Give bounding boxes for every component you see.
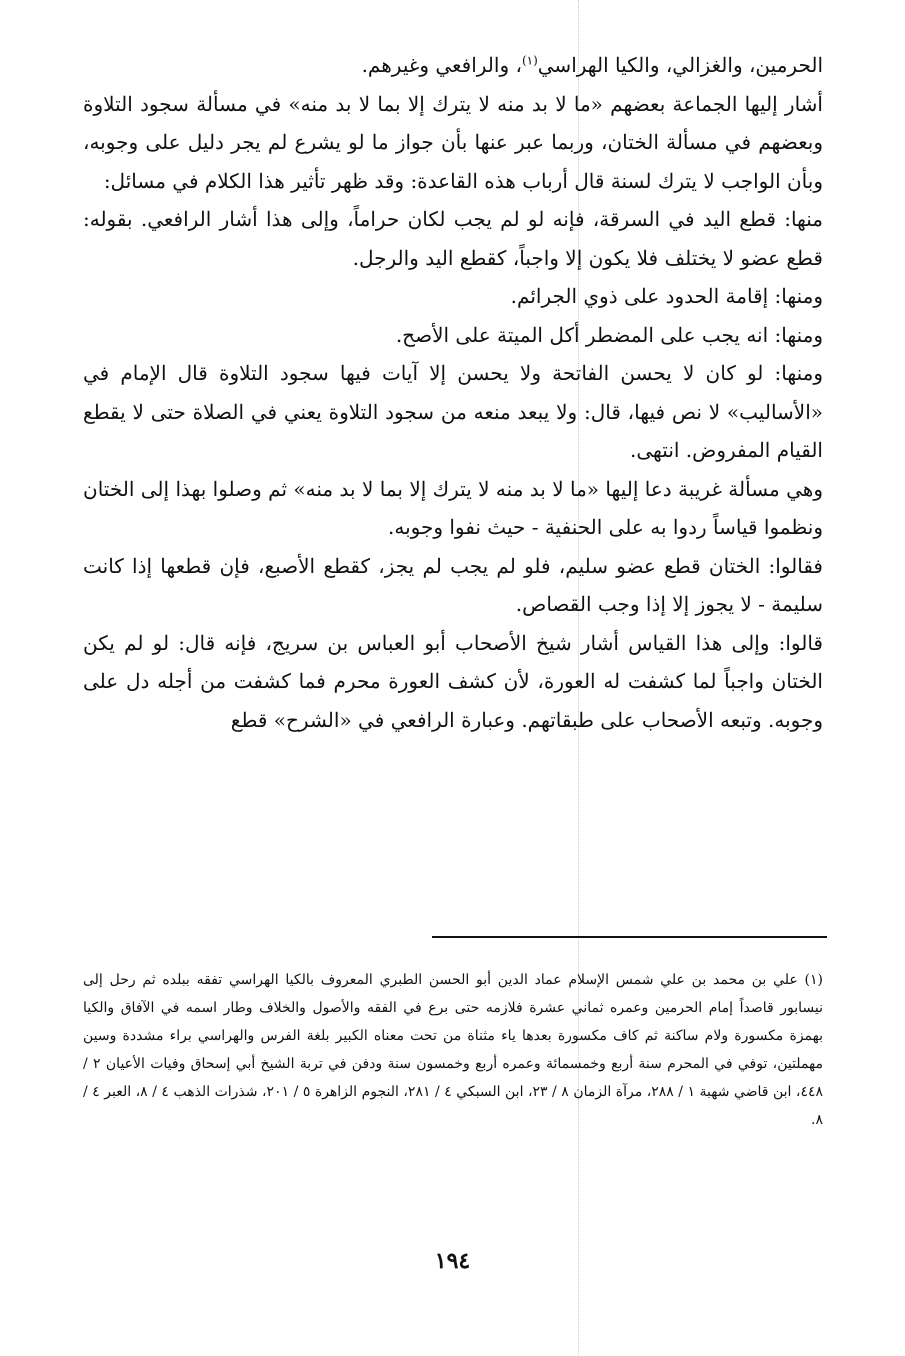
paragraph: وهي مسألة غريبة دعا إليها «ما لا بد منه لا يترك إلا بما لا بد منه» ثم وصلوا بهذا إلى الختان ونظموا قياساً ردوا به على الحنفية - حيث نفوا وجوبه. — [83, 476, 823, 539]
page-number: ١٩٤ — [434, 1248, 471, 1274]
paragraph: ومنها: انه يجب على المضطر أكل الميتة على الأصح. — [395, 322, 823, 347]
opening-line-part-1: الحرمين، والغزالي، والكيا الهراسي — [537, 53, 823, 77]
paragraph-opening — [83, 46, 823, 85]
paragraph: منها: قطع اليد في السرقة، فإنه لو لم يجب لكان حراماً، وإلى هذا أشار الرافعي. بقوله: قطع عضو لا يختلف فلا يكون إلا واجباً، كقطع اليد والرجل. — [83, 207, 823, 270]
paragraph: ومنها: لو كان لا يحسن الفاتحة ولا يحسن إلا آيات فيها سجود التلاوة قال الإمام في «الأساليب» لا نص فيها، قال: ولا يبعد منعه من سجود التلاوة يعني في الصلاة حتى لا يقطع القيام المفروض. انتهى. — [83, 361, 823, 462]
opening-line-part-2: ، والرافعي وغيرهم. — [361, 53, 522, 77]
main-text — [83, 46, 823, 739]
paragraph: أشار إليها الجماعة بعضهم «ما لا بد منه لا يترك إلا بما لا بد منه» في مسألة سجود التلاوة وبعضهم في مسألة الختان، وربما عبر عنها بأن جواز ما لو يشرع لم يجر دليل على وجوبه، وبأن الواجب لا يترك لسنة قال أرباب هذه القاعدة: وقد ظهر تأثير هذا الكلام في مسائل: — [83, 91, 823, 193]
footnote: (١) علي بن محمد بن علي شمس الإسلام عماد الدين أبو الحسن الطبري المعروف بالكيا الهراسي تفقه ببلده ثم رحل إلى نيسابور قاصداً إمام الحرمين وعمره ثماني عشرة فلازمه حتى برع في الفقه والأصول والخلاف وطار اسمه في الآفاق والكيا بهمزة مكسورة ولام ساكنة ثم كاف مكسورة بعدها ياء مثناة من تحت معناه الكبير بلغة الفرس والهراسي براء مشددة وسين مهملتين، توفي في المحرم سنة أربع وخمسمائة وعمره أربع وخمسون سنة ودفن في تربة الشيخ أبي إسحاق وفيات الأعيان ٢ / ٤٤٨، ابن قاضي شهبة ١ / ٢٨٨، مرآة الزمان ٨ / ٢٣، ابن السبكي ٤ / ٢٨١، النجوم الزاهرة ٥ / ٢٠١، شذرات الذهب ٤ / ٨، العبر ٤ / ٨. — [83, 972, 824, 1128]
paragraph: فقالوا: الختان قطع عضو سليم، فلو لم يجب لم يجز، كقطع الأصبع، فإن قطعها إذا كانت سليمة - لا يجوز إلا إذا وجب القصاص. — [83, 553, 823, 616]
paragraph: قالوا: وإلى هذا القياس أشار شيخ الأصحاب أبو العباس بن سريج، فإنه قال: لو لم يكن الختان واجباً لما كشفت له العورة، لأن كشف العورة محرم فما كشفت من أجله دل على وجوبه. وتبعه الأصحاب على طبقاتهم. وعبارة الرافعي في «الشرح» قطع — [83, 630, 823, 732]
paragraph: ومنها: إقامة الحدود على ذوي الجرائم. — [510, 284, 823, 308]
footnote-separator — [432, 936, 827, 938]
footnote-reference[interactable]: (١) — [521, 53, 538, 68]
